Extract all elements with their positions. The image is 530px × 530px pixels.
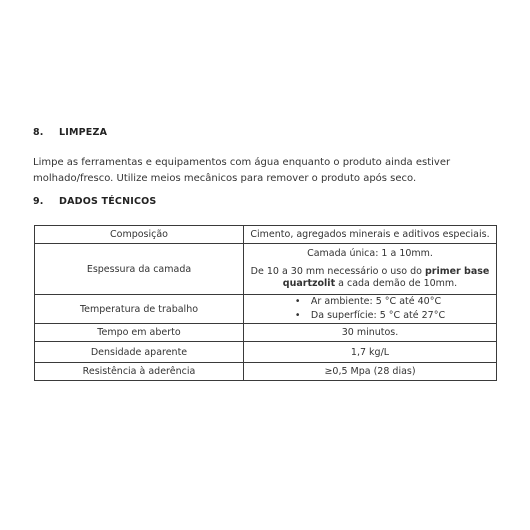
table-row xyxy=(35,244,497,295)
list-item xyxy=(295,309,445,323)
composicao-value: Cimento, agregados minerais e aditivos especiais. xyxy=(244,226,497,244)
section-8-number: 8. xyxy=(33,127,44,138)
temperatura-ar-ambiente: Ar ambiente: 5 °C até 40°C xyxy=(310,296,442,307)
temperatura-bullet-list xyxy=(295,295,445,323)
espessura-label: Espessura da camada xyxy=(35,244,244,295)
table-row xyxy=(35,363,497,381)
resistencia-value: ≥0,5 Mpa (28 dias) xyxy=(244,363,497,381)
densidade-label: Densidade aparente xyxy=(35,342,244,363)
espessura-line-2-prefix: De 10 a 30 mm necessário o uso do xyxy=(250,266,425,277)
espessura-line-1: Camada única: 1 a 10mm. xyxy=(307,248,433,259)
temperatura-label: Temperatura de trabalho xyxy=(35,295,244,324)
espessura-quartzolit: quartzolit xyxy=(282,278,336,289)
section-8-heading xyxy=(33,127,107,138)
espessura-line-2 xyxy=(248,266,492,278)
tempo-label: Tempo em aberto xyxy=(35,324,244,342)
bullet-dot: • xyxy=(294,310,301,321)
tempo-value: 30 minutos. xyxy=(244,324,497,342)
list-item xyxy=(295,295,445,309)
section-9-title: DADOS TÉCNICOS xyxy=(59,196,157,207)
resistencia-label: Resistência à aderência xyxy=(35,363,244,381)
espessura-line-3 xyxy=(248,278,492,290)
section-8-paragraph xyxy=(33,155,503,187)
densidade-value: 1,7 kg/L xyxy=(244,342,497,363)
espessura-value xyxy=(244,244,497,295)
espessura-line-3-suffix: a cada demão de 10mm. xyxy=(335,278,458,289)
section-8-title: LIMPEZA xyxy=(59,127,108,138)
table-row xyxy=(35,342,497,363)
espessura-primer-base: primer base xyxy=(424,266,490,277)
technical-data-table xyxy=(34,225,497,381)
bullet-dot: • xyxy=(294,296,301,307)
composicao-label: Composição xyxy=(35,226,244,244)
table-row xyxy=(35,324,497,342)
temperatura-value xyxy=(244,295,497,324)
table-row xyxy=(35,295,497,324)
section-9-heading xyxy=(33,196,156,207)
paragraph-line-2: molhado/fresco. Utilize meios mecânicos para remover o produto após seco. xyxy=(33,173,417,184)
paragraph-line-1: Limpe as ferramentas e equipamentos com água enquanto o produto ainda estiver xyxy=(33,157,451,168)
table-row xyxy=(35,226,497,244)
section-9-number: 9. xyxy=(33,196,44,207)
temperatura-superficie: Da superfície: 5 °C até 27°C xyxy=(310,310,446,321)
